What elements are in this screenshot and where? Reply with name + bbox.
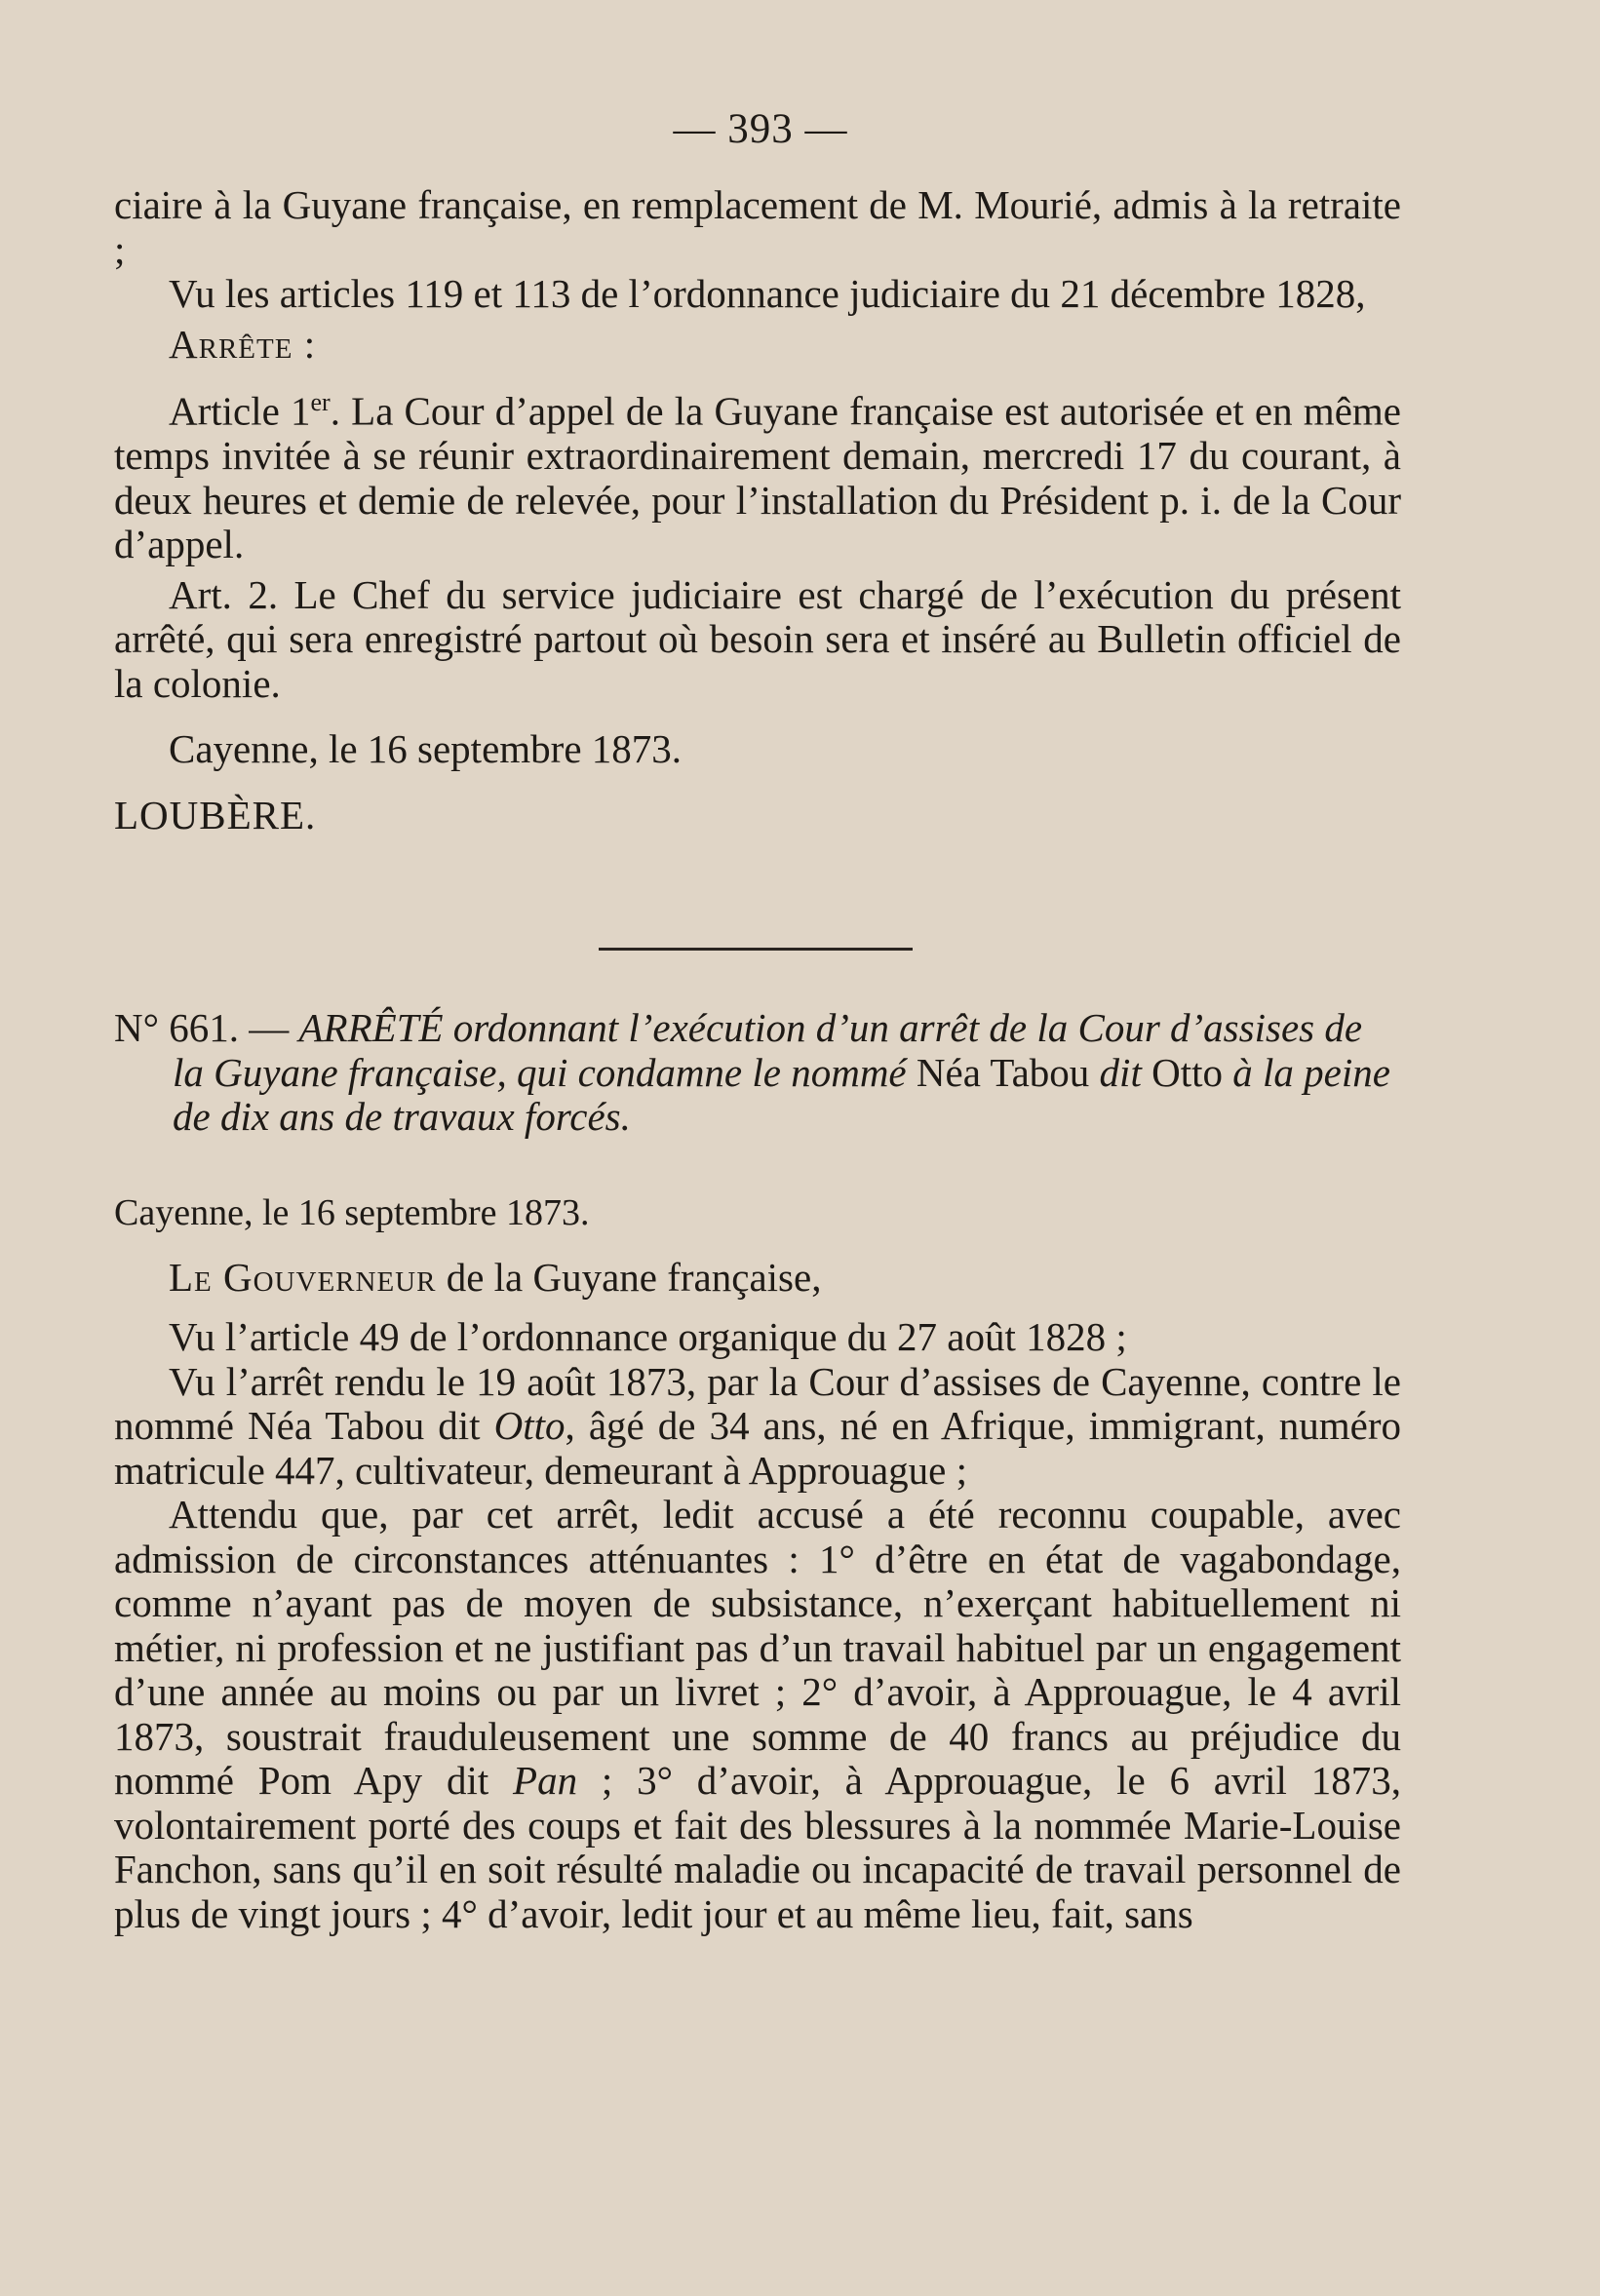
signature: LOUBÈRE. <box>114 792 317 837</box>
attendu-alias: Pan <box>513 1758 578 1803</box>
vu-arret-alias: Otto <box>493 1403 566 1448</box>
order-number: N° 661. — <box>114 1005 290 1050</box>
section-divider <box>599 948 913 951</box>
place-date: Cayenne, le 16 septembre 1873. <box>169 726 683 772</box>
paragraph-vu-articles: Vu les articles 119 et 113 de l’ordonnance judiciaire du 21 décembre 1828, <box>169 271 1366 316</box>
dateline: Cayenne, le 16 septembre 1873. <box>114 1192 590 1233</box>
arrete-label: Arrête : <box>169 321 317 367</box>
attendu-text-b: ; 3° d’avoir, à Approuague, le 6 avril 1873, volontairement porté des coups et fait des blessures à la nommée Marie-Louise Fanchon, sans qu’il en soit résulté maladie ou incapacité de travail personnel de plus de vingt jours ; 4° d’avoir, ledit jour et au même lieu, fait, sans <box>114 1758 1401 1936</box>
heading-text <box>114 1006 1401 1140</box>
article-1-prefix: Article 1 <box>169 388 311 434</box>
paragraph-attendu <box>114 1493 1401 1936</box>
heading-dit: dit <box>1099 1049 1142 1095</box>
order-body <box>114 1191 1401 1936</box>
article-1-text: . La Cour d’appel de la Guyane française est autorisée et en même temps invitée à se réunir extraordinairement demain, mercredi 17 du courant, à deux heures et demie de relevée, pour l’installation du Président p. i. de la Cour d’appel. <box>114 388 1401 567</box>
vu-arret-text-a: Vu l’arrêt rendu le 19 août 1873, par la Cour d’assises de Cayenne, contre le nommé Néa Tabou dit <box>114 1358 1401 1448</box>
article-2: Art. 2. Le Chef du service judiciaire est chargé de l’exécution du présent arrêté, qui sera enregistré partout où besoin sera et inséré au Bulletin officiel de la colonie. <box>114 571 1401 706</box>
heading-title-2: à la peine de dix ans de travaux forcés. <box>173 1049 1390 1139</box>
paragraph-vu-arret <box>114 1360 1401 1494</box>
order-continuation <box>114 183 1401 837</box>
heading-alias: Otto <box>1151 1049 1223 1095</box>
heading-title-1: ARRÊTÉ ordonnant l’exécution d’un arrêt de la Cour d’assises de la Guyane française, qui condamne le nommé <box>173 1005 1363 1095</box>
paragraph-remplacement: ciaire à la Guyane française, en remplacement de M. Mourié, admis à la retraite ; <box>114 182 1401 272</box>
heading-name: Néa Tabou <box>916 1049 1090 1095</box>
order-heading <box>114 1006 1401 1140</box>
page-number: — 393 — <box>673 106 848 152</box>
gouverneur-rest: de la Guyane française, <box>436 1254 822 1300</box>
paragraph-vu-article-49: Vu l’article 49 de l’ordonnance organique du 27 août 1828 ; <box>169 1314 1127 1359</box>
gouverneur-label: Le Gouverneur <box>169 1254 437 1300</box>
vu-arret-text-b: , âgé de 34 ans, né en Afrique, immigrant, numéro matricule 447, cultivateur, demeurant à Approuague ; <box>114 1403 1401 1493</box>
article-1-superscript: er <box>310 388 331 416</box>
attendu-text-a: Attendu que, par cet arrêt, ledit accusé a été reconnu coupable, avec admission de circonstances atténuantes : 1° d’être en état de vagabondage, comme n’ayant pas de moyen de subsistance, n’exerçant habituellement ni métier, ni profession et ne justifiant pas d’un travail habituel par un engagement d’une année au moins ou par un livret ; 2° d’avoir, à Approuague, le 4 avril 1873, soustrait frauduleusement une somme de 40 francs au préjudice du nommé Pom Apy dit <box>114 1492 1401 1803</box>
gouverneur-line <box>114 1256 1401 1301</box>
article-1 <box>114 380 1401 567</box>
